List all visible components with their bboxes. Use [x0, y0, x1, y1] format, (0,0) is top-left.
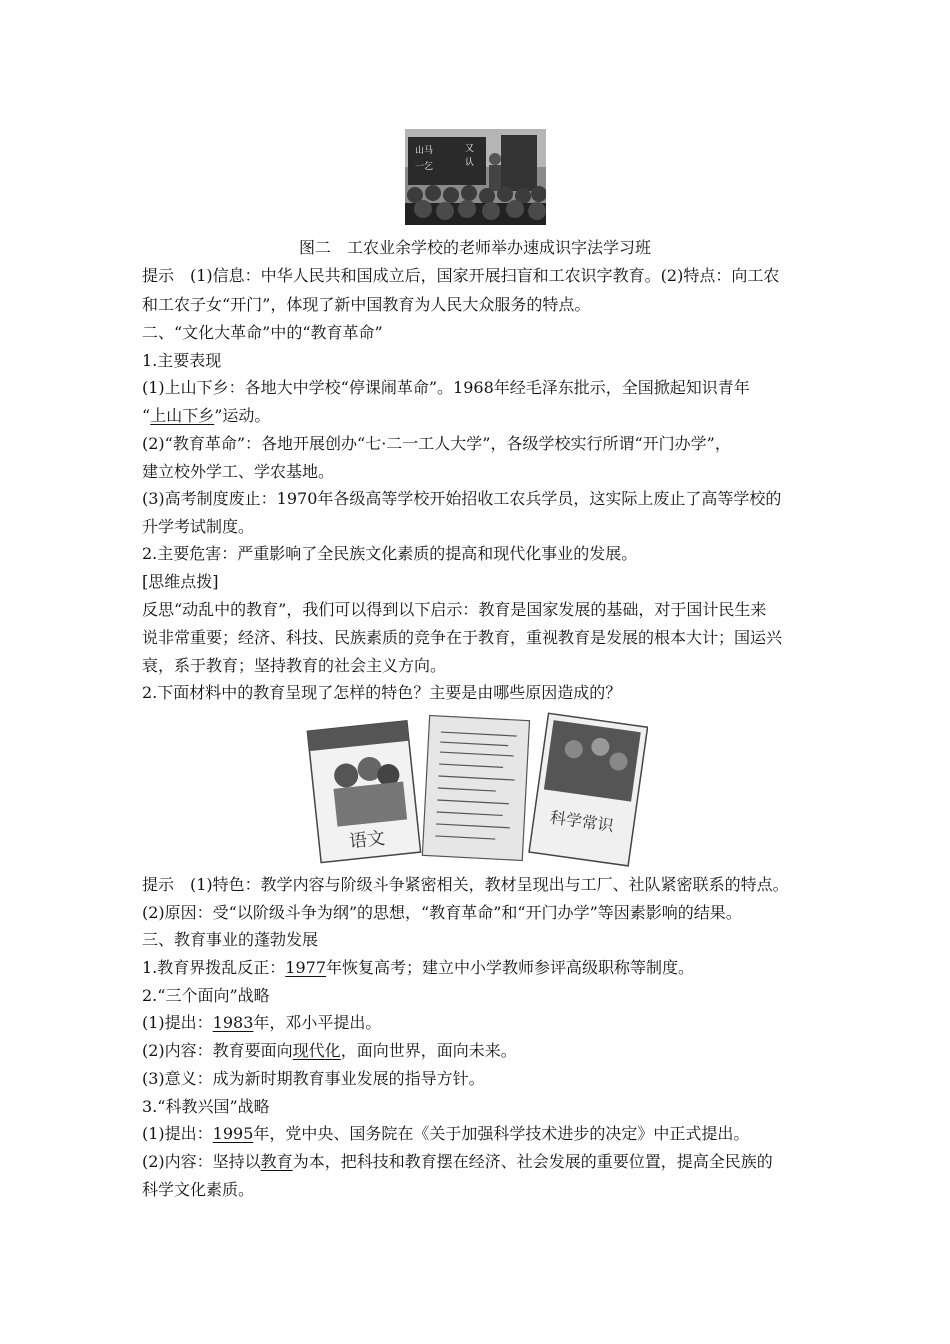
svg-text:科学常识: 科学常识	[548, 807, 615, 836]
text-span: 1.教育界拨乱反正：	[142, 958, 286, 977]
text-line	[142, 1040, 517, 1062]
text-line: [思维点拨]	[142, 572, 219, 591]
figure-caption: 图二 工农业余学校的老师举办速成识字法学习班	[298, 238, 651, 257]
text-span: ，面向世界，面向未来。	[340, 1041, 517, 1060]
question-line: 2.下面材料中的教育呈现了怎样的特色？主要是由哪些原因造成的？	[142, 683, 622, 702]
text-line: 说非常重要；经济、科技、民族素质的竞争在于教育，重视教育是发展的根本大计；国运兴	[142, 628, 783, 647]
section-heading: 二、“文化大革命”中的“教育革命”	[142, 323, 383, 342]
text-line	[142, 405, 270, 427]
text-line: 3.“科教兴国”战略	[142, 1097, 270, 1116]
classroom-photo	[405, 129, 546, 225]
text-span: 为本，把科技和教育摆在经济、社会发展的重要位置，提高全民族的	[292, 1152, 773, 1171]
svg-text:一乞: 一乞	[415, 162, 434, 172]
text-span: (1)提出：	[142, 1124, 213, 1143]
underlined-answer: 教育	[260, 1152, 293, 1171]
text-span: (2)内容：教育要面向	[142, 1041, 293, 1060]
text-line	[142, 1151, 773, 1173]
text-line: 反思“动乱中的教育”，我们可以得到以下启示：教育是国家发展的基础，对于国计民生来	[142, 600, 767, 619]
text-line	[142, 1123, 749, 1145]
text-span: (2)内容：坚持以	[142, 1152, 261, 1171]
text-line: 衰，系于教育；坚持教育的社会主义方向。	[142, 656, 447, 675]
text-span: ”运动。	[214, 406, 271, 425]
text-line: 和工农子女“开门”，体现了新中国教育为人民大众服务的特点。	[142, 295, 591, 314]
text-line: 1.主要表现	[142, 351, 222, 370]
text-line: (1)上山下乡：各地大中学校“停课闹革命”。1968年经毛泽东批示，全国掀起知识青年	[142, 378, 750, 397]
svg-text:山马: 山马	[415, 146, 434, 156]
text-line: (3)意义：成为新时期教育事业发展的指导方针。	[142, 1069, 485, 1088]
text-span: (1)提出：	[142, 1013, 213, 1032]
text-line	[142, 1012, 381, 1034]
text-line: (2)“教育革命”：各地开展创办“七·二一工人大学”，各级学校实行所谓“开门办学”，	[142, 434, 731, 453]
underlined-answer: 1983	[212, 1013, 254, 1032]
svg-text:语文: 语文	[348, 827, 387, 853]
textbooks-image	[306, 712, 648, 868]
text-span: 年，党中央、国务院在《关于加强科学技术进步的决定》中正式提出。	[253, 1124, 750, 1143]
text-line: 提示 (1)信息：中华人民共和国成立后，国家开展扫盲和工农识字教育。(2)特点：向工农	[142, 266, 780, 285]
section-heading: 三、教育事业的蓬勃发展	[142, 930, 319, 949]
underlined-answer: 上山下乡	[150, 406, 215, 425]
text-span: 年恢复高考；建立中小学教师参评高级职称等制度。	[326, 958, 695, 977]
underlined-answer: 现代化	[292, 1041, 341, 1060]
text-span: 年，邓小平提出。	[253, 1013, 382, 1032]
text-line	[142, 957, 694, 979]
text-line: 2.“三个面向”战略	[142, 986, 270, 1005]
underlined-answer: 1977	[285, 958, 326, 977]
text-line: (2)原因：受“以阶级斗争为纲”的思想，“教育革命”和“开门办学”等因素影响的结果。	[142, 903, 742, 922]
svg-text:又: 又	[465, 144, 475, 154]
text-line: (3)高考制度废止：1970年各级高等学校开始招收工农兵学员，这实际上废止了高等学校的	[142, 489, 782, 508]
text-line: 建立校外学工、学农基地。	[142, 462, 335, 481]
text-line: 科学文化素质。	[142, 1180, 255, 1199]
text-line: 升学考试制度。	[142, 517, 255, 536]
underlined-answer: 1995	[212, 1124, 254, 1143]
text-line: 2.主要危害：严重影响了全民族文化素质的提高和现代化事业的发展。	[142, 544, 638, 563]
text-span: “	[142, 406, 151, 425]
svg-text:认: 认	[465, 158, 475, 168]
text-line: 提示 (1)特色：教学内容与阶级斗争紧密相关，教材呈现出与工厂、社队紧密联系的特点。	[142, 875, 789, 894]
